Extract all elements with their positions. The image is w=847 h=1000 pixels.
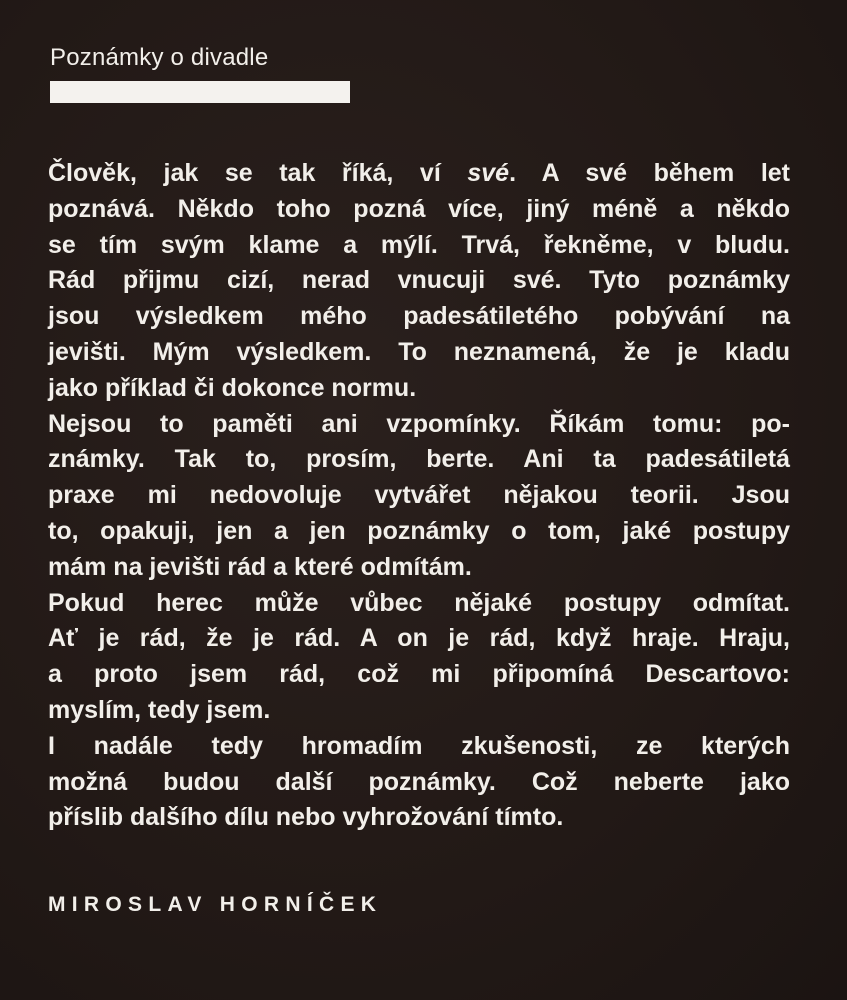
text-segment: Člověk, jak se tak říká, ví <box>48 159 468 187</box>
text-line: I nadále tedy hromadím zkušenosti, ze kterých <box>48 731 790 760</box>
text-line: poznává. Někdo toho pozná více, jiný méně a někdo <box>48 194 790 223</box>
text-line: Pokud herec může vůbec nějaké postupy odmítat. <box>48 588 790 617</box>
text-line <box>48 156 790 192</box>
text-line: myslím, tedy jsem. <box>48 695 271 724</box>
text-line: jevišti. Mým výsledkem. To neznamená, že je kladu <box>48 337 790 366</box>
text-line: příslib dalšího dílu nebo vyhrožování tímto. <box>48 803 564 832</box>
text-line: jsou výsledkem mého padesátiletého pobývání na <box>48 302 790 331</box>
text-line: praxe mi nedovoluje vytvářet nějakou teorii. Jsou <box>48 481 790 510</box>
body-text <box>48 156 790 836</box>
text-line: Ať je rád, že je rád. A on je rád, když hraje. Hraju, <box>48 624 790 653</box>
text-line: Nejsou to paměti ani vzpomínky. Říkám tomu: po- <box>48 409 790 438</box>
author-name: MIROSLAV HORNÍČEK <box>48 893 383 916</box>
text-line: a proto jsem rád, což mi připomíná Descartovo: <box>48 660 790 689</box>
text-line: známky. Tak to, prosím, berte. Ani ta padesátiletá <box>48 445 790 474</box>
text-line: mám na jevišti rád a které odmítám. <box>48 552 472 581</box>
text-line: se tím svým klame a mýlí. Trvá, řekněme, v bludu. <box>48 230 790 259</box>
text-line: jako příklad či dokonce normu. <box>48 373 417 402</box>
text-line: Rád přijmu cizí, nerad vnucuji své. Tyto poznámky <box>48 266 790 295</box>
text-line: možná budou další poznámky. Což neberte jako <box>48 767 790 796</box>
page-title: Poznámky o divadle <box>50 44 269 71</box>
italic-word: své <box>467 159 510 187</box>
title-underline-bar <box>50 81 350 103</box>
text-segment: . A své během let <box>509 159 790 187</box>
text-line: to, opakuji, jen a jen poznámky o tom, jaké postupy <box>48 516 790 545</box>
